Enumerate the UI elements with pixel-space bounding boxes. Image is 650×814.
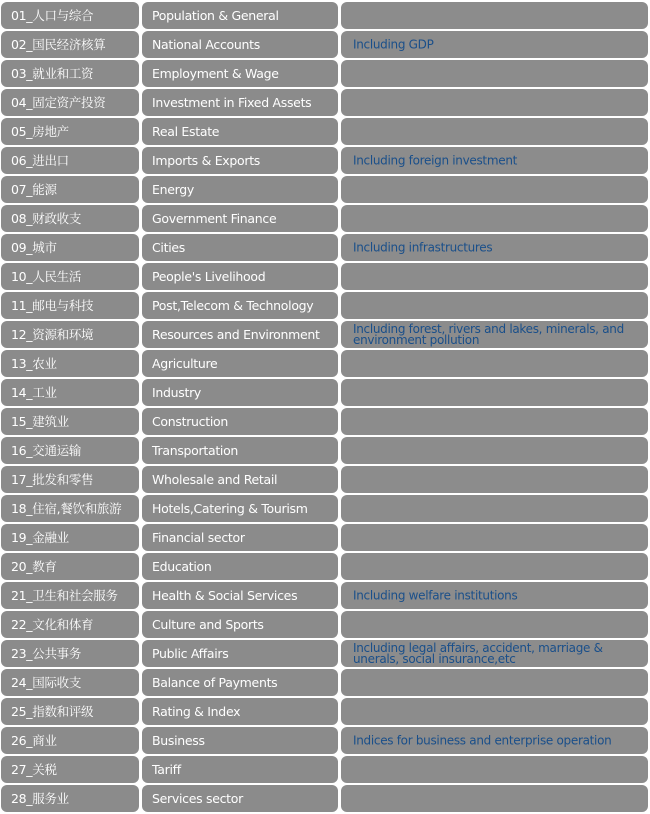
category-chinese-cell[interactable] bbox=[1, 176, 139, 203]
category-english-label: Business bbox=[152, 733, 205, 748]
category-note-text: Including welfare institutions bbox=[353, 588, 518, 602]
category-note-cell bbox=[341, 2, 648, 29]
category-english-cell[interactable] bbox=[142, 582, 338, 609]
category-row bbox=[0, 147, 650, 176]
category-chinese-cell[interactable] bbox=[1, 611, 139, 638]
category-english-label: Employment & Wage bbox=[152, 66, 279, 81]
category-english-label: Public Affairs bbox=[152, 646, 229, 661]
category-english-cell[interactable] bbox=[142, 669, 338, 696]
category-chinese-cell[interactable] bbox=[1, 379, 139, 406]
category-chinese-cell[interactable] bbox=[1, 495, 139, 522]
category-english-label: Balance of Payments bbox=[152, 675, 278, 690]
category-english-cell[interactable] bbox=[142, 727, 338, 754]
category-english-label: Investment in Fixed Assets bbox=[152, 95, 312, 110]
category-note-text: Including legal affairs, accident, marriage & unerals, social insurance,etc bbox=[353, 640, 603, 666]
category-english-label: Transportation bbox=[152, 443, 239, 458]
category-chinese-label: 10_人民生活 bbox=[11, 269, 82, 284]
category-chinese-label: 28_服务业 bbox=[11, 791, 69, 806]
category-chinese-cell[interactable] bbox=[1, 756, 139, 783]
category-english-cell[interactable] bbox=[142, 263, 338, 290]
category-english-cell[interactable] bbox=[142, 60, 338, 87]
category-note-cell bbox=[341, 408, 648, 435]
category-chinese-label: 24_国际收支 bbox=[11, 675, 82, 690]
category-note-cell bbox=[341, 31, 648, 58]
category-row bbox=[0, 408, 650, 437]
category-chinese-cell[interactable] bbox=[1, 263, 139, 290]
category-english-label: Imports & Exports bbox=[152, 153, 261, 168]
category-chinese-cell[interactable] bbox=[1, 147, 139, 174]
category-note-cell bbox=[341, 379, 648, 406]
category-english-label: Rating & Index bbox=[152, 704, 241, 719]
category-row bbox=[0, 611, 650, 640]
category-chinese-label: 27_关税 bbox=[11, 762, 57, 777]
category-english-cell[interactable] bbox=[142, 756, 338, 783]
category-chinese-label: 14_工业 bbox=[11, 385, 57, 400]
category-note-cell bbox=[341, 437, 648, 464]
category-row bbox=[0, 263, 650, 292]
category-chinese-label: 23_公共事务 bbox=[11, 646, 82, 661]
category-note-cell bbox=[341, 640, 648, 667]
category-chinese-cell[interactable] bbox=[1, 31, 139, 58]
category-chinese-label: 11_邮电与科技 bbox=[11, 298, 94, 313]
category-chinese-cell[interactable] bbox=[1, 727, 139, 754]
category-chinese-cell[interactable] bbox=[1, 466, 139, 493]
category-english-label: Cities bbox=[152, 240, 185, 255]
category-english-cell[interactable] bbox=[142, 321, 338, 348]
category-english-cell[interactable] bbox=[142, 350, 338, 377]
category-chinese-label: 12_资源和环境 bbox=[11, 327, 94, 342]
category-chinese-label: 15_建筑业 bbox=[11, 414, 69, 429]
category-note-cell bbox=[341, 553, 648, 580]
category-english-cell[interactable] bbox=[142, 524, 338, 551]
category-row bbox=[0, 350, 650, 379]
category-row bbox=[0, 727, 650, 756]
category-note-cell bbox=[341, 727, 648, 754]
category-row bbox=[0, 495, 650, 524]
category-chinese-label: 09_城市 bbox=[11, 240, 57, 255]
category-row bbox=[0, 524, 650, 553]
category-note-cell bbox=[341, 669, 648, 696]
category-row bbox=[0, 205, 650, 234]
category-row bbox=[0, 118, 650, 147]
category-chinese-label: 17_批发和零售 bbox=[11, 472, 94, 487]
category-english-cell[interactable] bbox=[142, 466, 338, 493]
category-note-text: Including GDP bbox=[353, 37, 434, 51]
category-chinese-cell[interactable] bbox=[1, 292, 139, 319]
category-chinese-label: 08_财政收支 bbox=[11, 211, 82, 226]
category-english-cell[interactable] bbox=[142, 2, 338, 29]
category-note-cell bbox=[341, 785, 648, 812]
category-chinese-label: 07_能源 bbox=[11, 182, 57, 197]
category-grid bbox=[0, 2, 650, 814]
category-chinese-label: 18_住宿,餐饮和旅游 bbox=[11, 501, 122, 516]
category-english-label: Services sector bbox=[152, 791, 243, 806]
category-chinese-cell[interactable] bbox=[1, 60, 139, 87]
category-english-cell[interactable] bbox=[142, 553, 338, 580]
category-english-cell[interactable] bbox=[142, 698, 338, 725]
category-english-label: Wholesale and Retail bbox=[152, 472, 278, 487]
category-chinese-label: 25_指数和评级 bbox=[11, 704, 94, 719]
category-english-cell[interactable] bbox=[142, 611, 338, 638]
category-chinese-cell[interactable] bbox=[1, 669, 139, 696]
category-chinese-label: 05_房地产 bbox=[11, 124, 69, 139]
category-chinese-label: 03_就业和工资 bbox=[11, 66, 94, 81]
category-chinese-label: 21_卫生和社会服务 bbox=[11, 588, 118, 603]
category-chinese-label: 22_文化和体育 bbox=[11, 617, 94, 632]
category-row bbox=[0, 553, 650, 582]
category-row bbox=[0, 176, 650, 205]
category-chinese-label: 01_人口与综合 bbox=[11, 8, 94, 23]
category-english-label: Population & General bbox=[152, 8, 279, 23]
category-chinese-label: 13_农业 bbox=[11, 356, 57, 371]
category-chinese-cell[interactable] bbox=[1, 408, 139, 435]
category-chinese-cell[interactable] bbox=[1, 205, 139, 232]
category-english-label: Resources and Environment bbox=[152, 327, 320, 342]
category-english-cell[interactable] bbox=[142, 147, 338, 174]
category-row bbox=[0, 669, 650, 698]
category-row bbox=[0, 756, 650, 785]
category-english-cell[interactable] bbox=[142, 437, 338, 464]
category-note-text: Including forest, rivers and lakes, minerals, and environment pollution bbox=[353, 321, 624, 347]
category-note-cell bbox=[341, 89, 648, 116]
category-note-text: Including infrastructures bbox=[353, 240, 493, 254]
category-english-label: Construction bbox=[152, 414, 228, 429]
category-note-cell bbox=[341, 698, 648, 725]
category-chinese-cell[interactable] bbox=[1, 118, 139, 145]
category-english-cell[interactable] bbox=[142, 31, 338, 58]
category-english-label: Real Estate bbox=[152, 124, 220, 139]
category-english-label: Tariff bbox=[152, 762, 181, 777]
category-row bbox=[0, 379, 650, 408]
category-note-cell bbox=[341, 495, 648, 522]
category-english-cell[interactable] bbox=[142, 640, 338, 667]
category-english-cell[interactable] bbox=[142, 408, 338, 435]
category-english-cell[interactable] bbox=[142, 176, 338, 203]
category-row bbox=[0, 466, 650, 495]
category-row bbox=[0, 292, 650, 321]
category-note-cell bbox=[341, 234, 648, 261]
category-english-label: Energy bbox=[152, 182, 194, 197]
category-note-cell bbox=[341, 582, 648, 609]
category-english-label: National Accounts bbox=[152, 37, 260, 52]
category-english-cell[interactable] bbox=[142, 205, 338, 232]
category-chinese-cell[interactable] bbox=[1, 350, 139, 377]
category-chinese-label: 02_国民经济核算 bbox=[11, 37, 106, 52]
category-chinese-cell[interactable] bbox=[1, 582, 139, 609]
category-chinese-cell[interactable] bbox=[1, 437, 139, 464]
category-chinese-label: 04_固定资产投资 bbox=[11, 95, 106, 110]
category-chinese-cell[interactable] bbox=[1, 89, 139, 116]
category-note-cell bbox=[341, 205, 648, 232]
category-english-label: Post,Telecom & Technology bbox=[152, 298, 314, 313]
category-note-cell bbox=[341, 756, 648, 783]
category-note-cell bbox=[341, 147, 648, 174]
category-chinese-cell[interactable] bbox=[1, 2, 139, 29]
category-english-label: Hotels,Catering & Tourism bbox=[152, 501, 308, 516]
category-note-cell bbox=[341, 466, 648, 493]
category-chinese-cell[interactable] bbox=[1, 234, 139, 261]
category-chinese-label: 20_教育 bbox=[11, 559, 57, 574]
category-chinese-cell[interactable] bbox=[1, 553, 139, 580]
category-chinese-cell[interactable] bbox=[1, 321, 139, 348]
category-english-label: Government Finance bbox=[152, 211, 277, 226]
category-row bbox=[0, 437, 650, 466]
category-english-label: People's Livelihood bbox=[152, 269, 266, 284]
category-chinese-cell[interactable] bbox=[1, 524, 139, 551]
category-english-label: Culture and Sports bbox=[152, 617, 264, 632]
category-row bbox=[0, 785, 650, 814]
category-note-text: Including foreign investment bbox=[353, 153, 518, 167]
category-note-cell bbox=[341, 350, 648, 377]
category-note-cell bbox=[341, 118, 648, 145]
category-chinese-cell[interactable] bbox=[1, 698, 139, 725]
category-english-label: Financial sector bbox=[152, 530, 245, 545]
category-row bbox=[0, 89, 650, 118]
category-chinese-label: 06_进出口 bbox=[11, 153, 69, 168]
category-chinese-label: 26_商业 bbox=[11, 733, 57, 748]
category-english-label: Industry bbox=[152, 385, 202, 400]
category-row bbox=[0, 31, 650, 60]
category-chinese-cell[interactable] bbox=[1, 785, 139, 812]
category-note-cell bbox=[341, 263, 648, 290]
category-row bbox=[0, 698, 650, 727]
category-english-cell[interactable] bbox=[142, 292, 338, 319]
category-chinese-cell[interactable] bbox=[1, 640, 139, 667]
category-note-cell bbox=[341, 60, 648, 87]
category-note-cell bbox=[341, 292, 648, 319]
category-chinese-label: 19_金融业 bbox=[11, 530, 69, 545]
category-note-cell bbox=[341, 176, 648, 203]
category-note-cell bbox=[341, 321, 648, 348]
category-english-cell[interactable] bbox=[142, 785, 338, 812]
category-english-label: Education bbox=[152, 559, 212, 574]
category-note-cell bbox=[341, 524, 648, 551]
category-english-cell[interactable] bbox=[142, 379, 338, 406]
category-chinese-label: 16_交通运输 bbox=[11, 443, 82, 458]
category-english-label: Agriculture bbox=[152, 356, 218, 371]
category-row bbox=[0, 582, 650, 611]
category-english-cell[interactable] bbox=[142, 495, 338, 522]
category-row bbox=[0, 60, 650, 89]
category-english-cell[interactable] bbox=[142, 118, 338, 145]
category-row bbox=[0, 2, 650, 31]
category-english-cell[interactable] bbox=[142, 234, 338, 261]
category-note-text: Indices for business and enterprise operation bbox=[353, 733, 612, 747]
category-row bbox=[0, 640, 650, 669]
category-english-cell[interactable] bbox=[142, 89, 338, 116]
category-english-label: Health & Social Services bbox=[152, 588, 298, 603]
category-row bbox=[0, 321, 650, 350]
category-note-cell bbox=[341, 611, 648, 638]
category-row bbox=[0, 234, 650, 263]
